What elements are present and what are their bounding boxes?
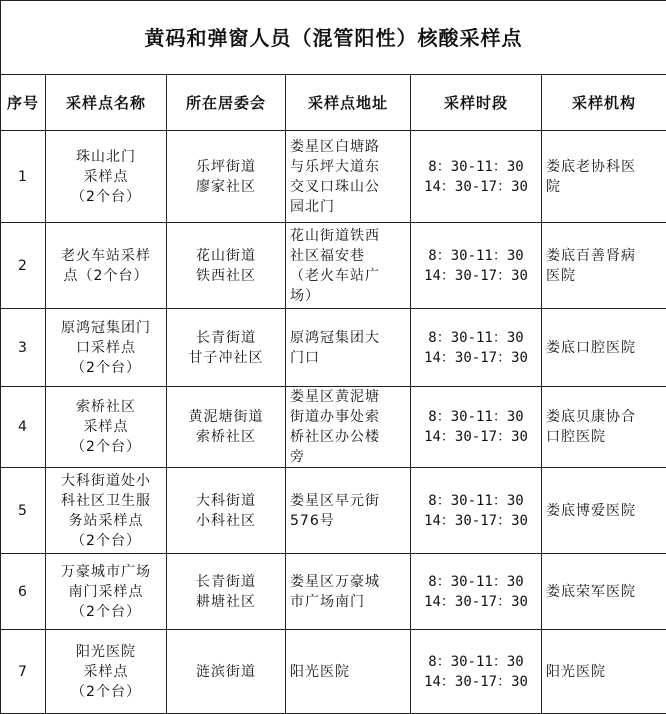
cell-name-line: 老火车站采样: [50, 246, 162, 266]
table-row: [1, 387, 666, 468]
cell-address-line: 旁: [290, 447, 406, 467]
cell-name-line: 口采样点: [50, 338, 162, 358]
cell-org-line: 医院: [546, 266, 662, 286]
cell-committee: [167, 131, 286, 223]
cell-time: [411, 554, 542, 630]
table-row: [1, 468, 666, 554]
cell-org-line: 院: [546, 177, 662, 197]
cell-address-line: 园北门: [290, 197, 406, 217]
cell-committee-line: 耕塘社区: [171, 592, 281, 612]
cell-address-line: 娄星区黄泥塘: [290, 387, 406, 407]
table-row: [1, 554, 666, 630]
cell-time-line: 14：30-17：30: [415, 266, 537, 286]
table-row: [1, 131, 666, 223]
cell-number: 1: [1, 131, 46, 223]
cell-org: [542, 468, 666, 554]
header-committee: 所在居委会: [167, 75, 286, 131]
cell-address-line: 与乐坪大道东: [290, 157, 406, 177]
header-row: [1, 75, 666, 131]
cell-time-line: 14：30-17：30: [415, 177, 537, 197]
table-title: 黄码和弹窗人员（混管阳性）核酸采样点: [1, 1, 666, 75]
cell-address-line: 桥社区办公楼: [290, 427, 406, 447]
cell-org: [542, 630, 666, 714]
cell-address-line: 交叉口珠山公: [290, 177, 406, 197]
cell-address: [286, 630, 411, 714]
cell-address: [286, 131, 411, 223]
header-time: 采样时段: [411, 75, 542, 131]
cell-name-line: 务站采样点: [50, 511, 162, 531]
cell-committee: [167, 223, 286, 309]
cell-number: 7: [1, 630, 46, 714]
cell-address-line: （老火车站广: [290, 266, 406, 286]
cell-org: [542, 223, 666, 309]
cell-org: [542, 309, 666, 387]
header-number: 序号: [1, 75, 46, 131]
cell-committee-line: 乐坪街道: [171, 157, 281, 177]
cell-committee: [167, 309, 286, 387]
cell-org-line: 娄底贝康协合: [546, 407, 662, 427]
cell-time: [411, 387, 542, 468]
cell-name-line: （2个台）: [50, 682, 162, 702]
cell-address-line: 市广场南门: [290, 592, 406, 612]
cell-name-line: 珠山北门: [50, 147, 162, 167]
cell-committee-line: 涟滨街道: [171, 662, 281, 682]
cell-time-line: 14：30-17：30: [415, 427, 537, 447]
cell-committee-line: 长青街道: [171, 572, 281, 592]
table-row: [1, 309, 666, 387]
cell-org-line: 娄底口腔医院: [546, 338, 662, 358]
cell-address: [286, 387, 411, 468]
cell-name-line: 点（2个台）: [50, 266, 162, 286]
cell-committee-line: 长青街道: [171, 328, 281, 348]
cell-address-line: 阳光医院: [290, 662, 406, 682]
cell-number: 2: [1, 223, 46, 309]
cell-name: [46, 630, 167, 714]
cell-time-line: 8：30-11：30: [415, 246, 537, 266]
cell-number: 6: [1, 554, 46, 630]
cell-time-line: 8：30-11：30: [415, 407, 537, 427]
cell-name-line: 采样点: [50, 662, 162, 682]
cell-address-line: 576号: [290, 511, 406, 531]
cell-committee: [167, 468, 286, 554]
cell-committee-line: 甘子冲社区: [171, 348, 281, 368]
cell-name-line: （2个台）: [50, 187, 162, 207]
cell-committee-line: 花山街道: [171, 246, 281, 266]
cell-time-line: 8：30-11：30: [415, 572, 537, 592]
cell-time: [411, 309, 542, 387]
cell-org: [542, 387, 666, 468]
cell-org-line: 娄底荣军医院: [546, 582, 662, 602]
cell-name: [46, 223, 167, 309]
cell-name-line: 阳光医院: [50, 642, 162, 662]
table-row: [1, 630, 666, 714]
cell-name-line: 索桥社区: [50, 397, 162, 417]
cell-address-line: 原鸿冠集团大: [290, 328, 406, 348]
table-row: [1, 223, 666, 309]
header-address: 采样点地址: [286, 75, 411, 131]
cell-address: [286, 223, 411, 309]
cell-committee-line: 铁西社区: [171, 266, 281, 286]
cell-committee: [167, 387, 286, 468]
cell-number: 4: [1, 387, 46, 468]
cell-address-line: 社区福安巷: [290, 246, 406, 266]
cell-time-line: 8：30-11：30: [415, 491, 537, 511]
cell-address-line: 场）: [290, 286, 406, 306]
cell-committee: [167, 630, 286, 714]
cell-name-line: （2个台）: [50, 531, 162, 551]
cell-time: [411, 131, 542, 223]
cell-time-line: 14：30-17：30: [415, 672, 537, 692]
cell-address-line: 娄星区早元街: [290, 491, 406, 511]
cell-address: [286, 468, 411, 554]
cell-name-line: 原鸿冠集团门: [50, 318, 162, 338]
cell-time: [411, 468, 542, 554]
cell-name-line: 采样点: [50, 417, 162, 437]
header-org: 采样机构: [542, 75, 666, 131]
cell-time-line: 8：30-11：30: [415, 157, 537, 177]
cell-org: [542, 131, 666, 223]
cell-time-line: 14：30-17：30: [415, 592, 537, 612]
cell-name: [46, 387, 167, 468]
cell-name: [46, 468, 167, 554]
cell-time-line: 8：30-11：30: [415, 328, 537, 348]
cell-name: [46, 554, 167, 630]
cell-name-line: 万豪城市广场: [50, 562, 162, 582]
cell-name: [46, 309, 167, 387]
cell-committee-line: 索桥社区: [171, 427, 281, 447]
cell-address: [286, 554, 411, 630]
cell-time-line: 8：30-11：30: [415, 652, 537, 672]
header-name: 采样点名称: [46, 75, 167, 131]
cell-org-line: 娄底百善肾病: [546, 246, 662, 266]
cell-name-line: 科社区卫生服: [50, 491, 162, 511]
cell-name: [46, 131, 167, 223]
cell-time: [411, 223, 542, 309]
cell-org-line: 口腔医院: [546, 427, 662, 447]
cell-number: 3: [1, 309, 46, 387]
cell-org-line: 娄底老协科医: [546, 157, 662, 177]
cell-name-line: （2个台）: [50, 358, 162, 378]
cell-committee-line: 廖家社区: [171, 177, 281, 197]
cell-committee-line: 大科街道: [171, 491, 281, 511]
cell-committee: [167, 554, 286, 630]
cell-name-line: 南门采样点: [50, 582, 162, 602]
cell-org: [542, 554, 666, 630]
cell-time-line: 14：30-17：30: [415, 511, 537, 531]
cell-name-line: 大科街道处小: [50, 471, 162, 491]
cell-address-line: 门口: [290, 348, 406, 368]
cell-address: [286, 309, 411, 387]
cell-time-line: 14：30-17：30: [415, 348, 537, 368]
cell-committee-line: 黄泥塘街道: [171, 407, 281, 427]
cell-name-line: （2个台）: [50, 602, 162, 622]
table-body: [1, 131, 666, 714]
cell-time: [411, 630, 542, 714]
cell-address-line: 娄星区白塘路: [290, 137, 406, 157]
cell-name-line: （2个台）: [50, 437, 162, 457]
cell-address-line: 花山街道铁西: [290, 226, 406, 246]
cell-address-line: 街道办事处索: [290, 407, 406, 427]
cell-address-line: 娄星区万豪城: [290, 572, 406, 592]
cell-org-line: 娄底博爱医院: [546, 501, 662, 521]
cell-org-line: 阳光医院: [546, 662, 662, 682]
cell-name-line: 采样点: [50, 167, 162, 187]
title-row: [1, 1, 666, 75]
cell-committee-line: 小科社区: [171, 511, 281, 531]
cell-number: 5: [1, 468, 46, 554]
